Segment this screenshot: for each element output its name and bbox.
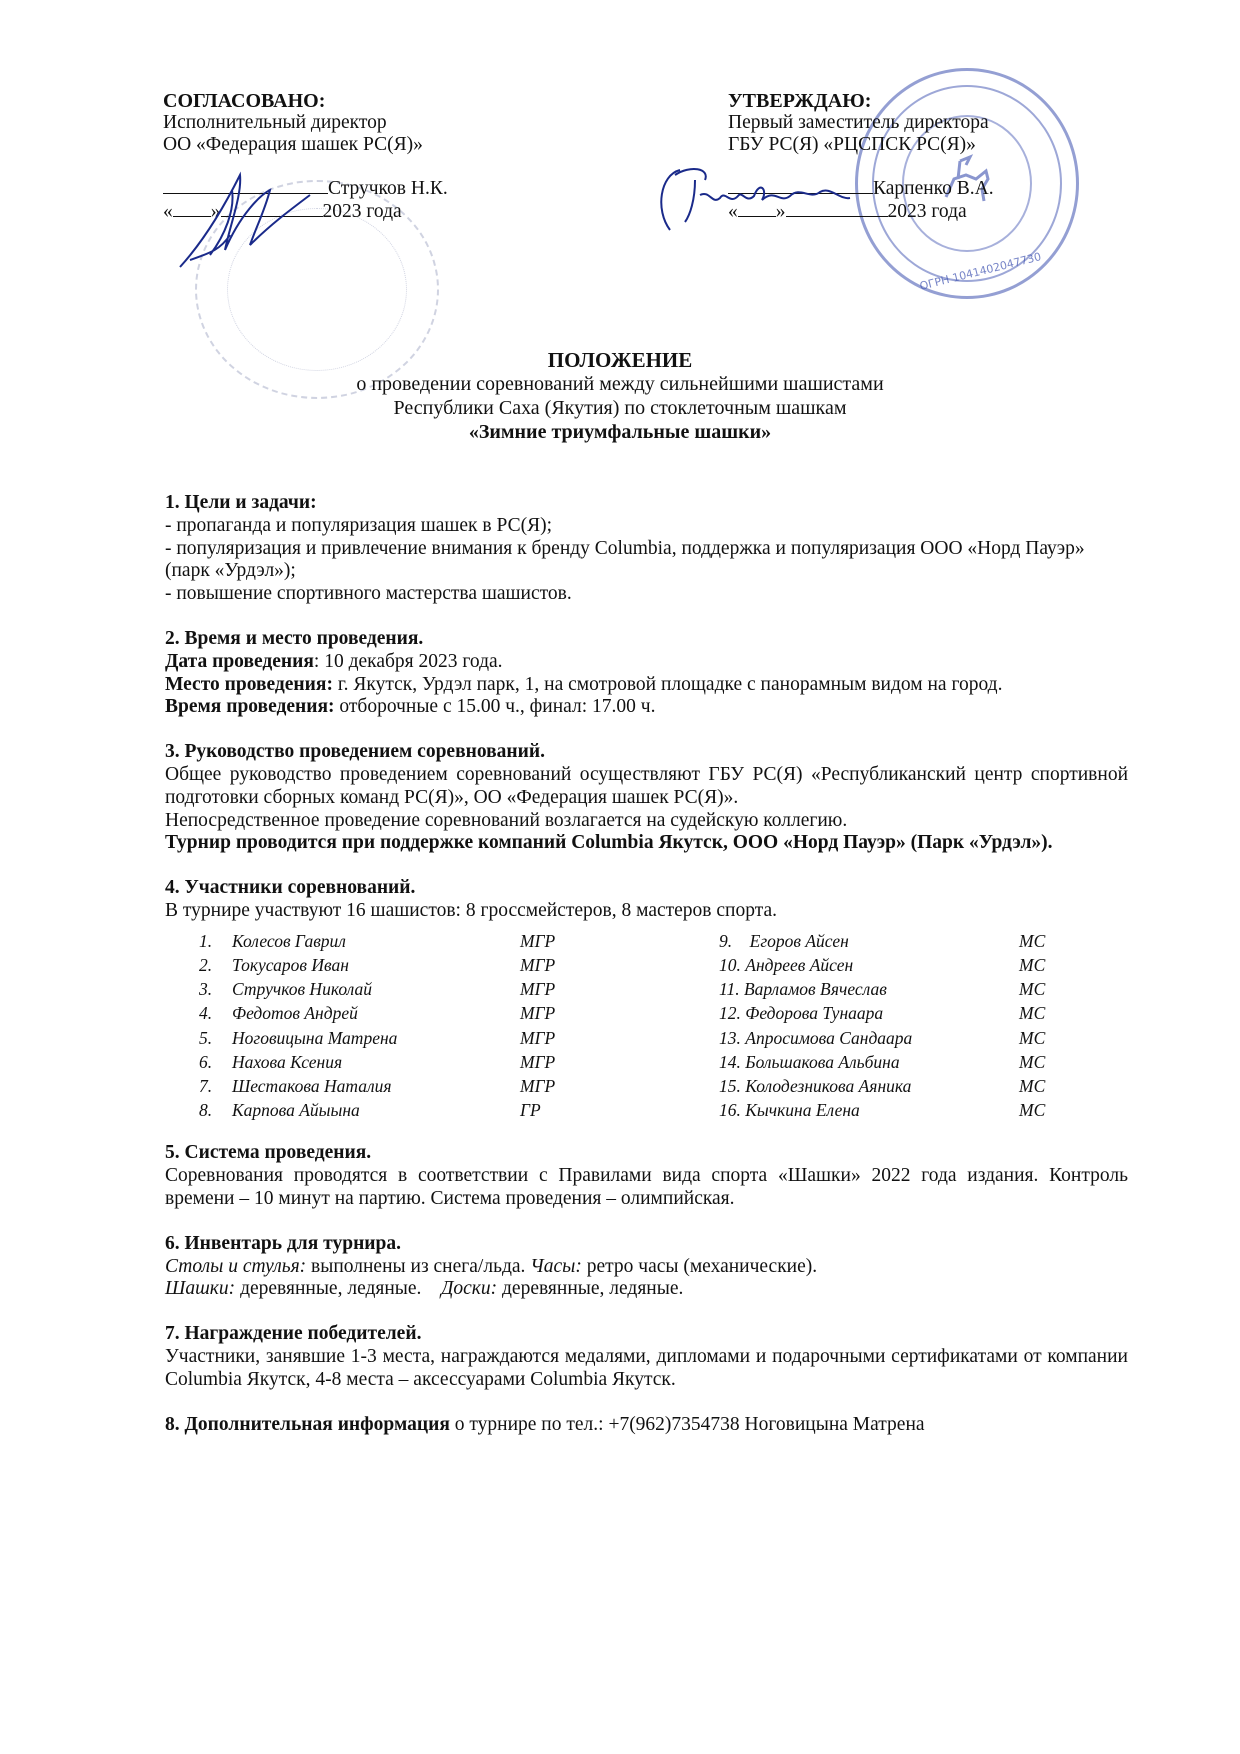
participant-row [199,1001,719,1025]
time-value: отборочные с 15.00 ч., финал: 17.00 ч. [334,696,656,718]
section-contact [165,1414,1128,1437]
title-line-2: Республики Саха (Якутия) по стоклеточным шашкам [393,397,847,419]
event-time [165,696,1128,719]
participant-name: 15. Колодезникова Аяника [719,1075,912,1096]
tables-value: выполнены из снега/льда. [306,1255,531,1277]
document-title-block [0,348,1240,444]
clock-label: Часы: [530,1255,582,1277]
participant-row [199,1098,719,1122]
participant-number: 3. [199,979,213,1000]
stamp-ogrn: ОГРН 1041402047730 [918,250,1043,293]
approval-signature-line [728,177,1148,200]
section-goals [165,492,1128,606]
section-heading: 1. Цели и задачи: [165,492,317,513]
participant-rank: МГР [520,1027,556,1048]
tables-label: Столы и стулья: [165,1255,307,1277]
approval-date-line [163,200,583,223]
boards-value: деревянные, ледяные. [497,1278,684,1300]
contact-info: о турнире по тел.: +7(962)7354738 Ноговицына Матрена [449,1413,925,1435]
participant-number: 5. [199,1027,213,1048]
participant-number: 6. [199,1051,213,1072]
date-open-quote: « [163,201,173,222]
participant-rank: МГР [520,1051,556,1072]
participant-row [719,1074,1084,1098]
approval-date-line [728,200,1148,223]
event-place [165,674,1128,697]
participant-rank: МС [1019,1075,1046,1096]
participant-row [719,1050,1084,1074]
participant-row [719,1001,1084,1025]
participant-name: 13. Апросимова Сандаара [719,1027,913,1048]
section-heading: 7. Награждение победителей. [165,1323,422,1345]
section-heading: 5. Система проведения. [165,1142,372,1164]
participants-column-gm [199,929,719,1123]
participant-row [199,929,719,953]
place-value: г. Якутск, Урдэл парк, 1, на смотровой площадке с панорамным видом на город. [332,673,1003,695]
participant-rank: МГР [520,930,556,951]
participant-name: 12. Федорова Тунаара [719,1003,884,1024]
approval-heading: СОГЛАСОВАНО: [163,90,326,112]
goal-item: - повышение спортивного мастерства шашистов. [165,583,572,605]
participants-intro: В турнире участвуют 16 шашистов: 8 гроссмейстеров, 8 мастеров спорта. [165,899,778,921]
participant-name: Нахова Ксения [232,1051,343,1072]
referee-paragraph: Непосредственное проведение соревнований возлагается на судейскую коллегию. [165,809,848,831]
participants-column-ms [719,929,1084,1123]
section-participants [165,877,1128,1122]
title-line-1: о проведении соревнований между сильнейшими шашистами [356,373,884,395]
place-label: Место проведения: [165,673,333,695]
participant-row [199,953,719,977]
goal-item: - пропаганда и популяризация шашек в РС(Я); [165,514,552,536]
participant-rank: ГР [520,1100,541,1121]
boards-label: Доски: [440,1278,498,1300]
section-heading: 4. Участники соревнований. [165,877,416,899]
date-close-quote: » [210,201,221,222]
date-value: : 10 декабря 2023 года. [313,650,503,672]
participant-rank: МС [1019,930,1046,951]
participant-row [199,1026,719,1050]
approval-position: Исполнительный директор [163,112,387,133]
participant-name: 10. Андреев Айсен [719,954,854,975]
participant-name: Стручков Николай [232,979,372,1000]
checkers-label: Шашки: [165,1278,236,1300]
participant-row [719,1098,1084,1122]
approval-year: 2023 года [887,201,967,222]
section-management [165,741,1128,855]
approval-organization: ОО «Федерация шашек РС(Я)» [163,134,423,155]
section-system [165,1142,1128,1210]
participant-name: 14. Большакова Альбина [719,1051,900,1072]
participant-row [199,977,719,1001]
participant-rank: МС [1019,979,1046,1000]
participant-number: 8. [199,1100,213,1121]
section-equipment [165,1233,1128,1301]
participant-rank: МГР [520,1003,556,1024]
document-type: ПОЛОЖЕНИЕ [547,348,693,372]
approval-signatory: Стручков Н.К. [328,178,448,199]
equipment-line-2 [165,1278,1128,1301]
management-paragraph: Общее руководство проведением соревнований осуществляют ГБУ РС(Я) «Республиканский центр спортивной подготовки сборных команд РС(Я)», ОО «Федерация шашек РС(Я)». [165,763,1128,808]
approval-year: 2023 года [322,201,402,222]
participant-name: Карпова Айыына [232,1100,360,1121]
participant-row [719,929,1084,953]
participant-rank: МГР [520,954,556,975]
section-heading: 3. Руководство проведением соревнований. [165,741,545,763]
participant-rank: МС [1019,954,1046,975]
approval-block-approved [728,90,1148,223]
participant-name: Колесов Гаврил [232,930,346,951]
participant-rank: МС [1019,1003,1046,1024]
participant-row [199,1074,719,1098]
approval-block-agreed [163,90,583,223]
participant-name: 16. Кычкина Елена [719,1100,860,1121]
system-paragraph: Соревнования проводятся в соответствии с Правилами вида спорта «Шашки» 2022 года издания. Контроль времени – 10 минут на партию. Система проведения – олимпийская. [165,1165,1128,1209]
event-date [165,651,1128,674]
participants-list [165,929,1128,1123]
date-label: Дата проведения [165,650,314,672]
participant-name: Шестакова Наталия [232,1075,392,1096]
participant-name: Ноговицына Матрена [232,1027,398,1048]
section-heading: 2. Время и место проведения. [165,627,424,649]
participant-row [719,1026,1084,1050]
participant-rank: МГР [520,1075,556,1096]
section-heading: 6. Инвентарь для турнира. [165,1232,402,1254]
event-name: «Зимние триумфальные шашки» [468,421,772,443]
participant-rank: МС [1019,1100,1046,1121]
time-label: Время проведения: [165,696,335,718]
contact-line [165,1414,1128,1437]
goal-item: - популяризация и привлечение внимания к бренду Columbia, поддержка и популяризация ООО «Норд Пауэр» (парк «Урдэл»); [165,537,1085,582]
sponsor-paragraph: Турнир проводится при поддержке компаний Columbia Якутск, ООО «Норд Пауэр» (Парк «Урдэл»). [165,832,1053,854]
checkers-value: деревянные, ледяные. [235,1278,441,1300]
participant-number: 2. [199,954,213,975]
participant-row [199,1050,719,1074]
participant-rank: МС [1019,1051,1046,1072]
equipment-line-1 [165,1256,1128,1279]
section-awards [165,1323,1128,1391]
participant-row [719,977,1084,1001]
approval-signature-line [163,177,583,200]
section-time-place [165,628,1128,719]
awards-paragraph: Участники, занявшие 1-3 места, награждаются медалями, дипломами и подарочными сертификатами от компании Columbia Якутск, 4-8 места – аксессуарами Columbia Якутск. [165,1345,1128,1390]
participant-name: 11. Варламов Вячеслав [719,979,887,1000]
participant-number: 7. [199,1075,213,1096]
approval-position: Первый заместитель директора [728,112,989,133]
approval-organization: ГБУ РС(Я) «РЦСПСК РС(Я)» [728,134,976,155]
approval-heading: УТВЕРЖДАЮ: [728,90,872,112]
approval-signatory: Карпенко В.А. [873,178,994,199]
participant-row [719,953,1084,977]
clock-value: ретро часы (механические). [581,1255,818,1277]
participant-number: 4. [199,1003,213,1024]
participant-name: Токусаров Иван [232,954,349,975]
participant-number: 1. [199,930,213,951]
date-open-quote: « [728,201,738,222]
participant-rank: МГР [520,979,556,1000]
participant-rank: МС [1019,1027,1046,1048]
section-heading: 8. Дополнительная информация [165,1413,450,1435]
participant-name: Федотов Андрей [232,1003,358,1024]
date-close-quote: » [775,201,786,222]
document-body [165,492,1128,1458]
participant-name: 9. Егоров Айсен [719,930,849,951]
